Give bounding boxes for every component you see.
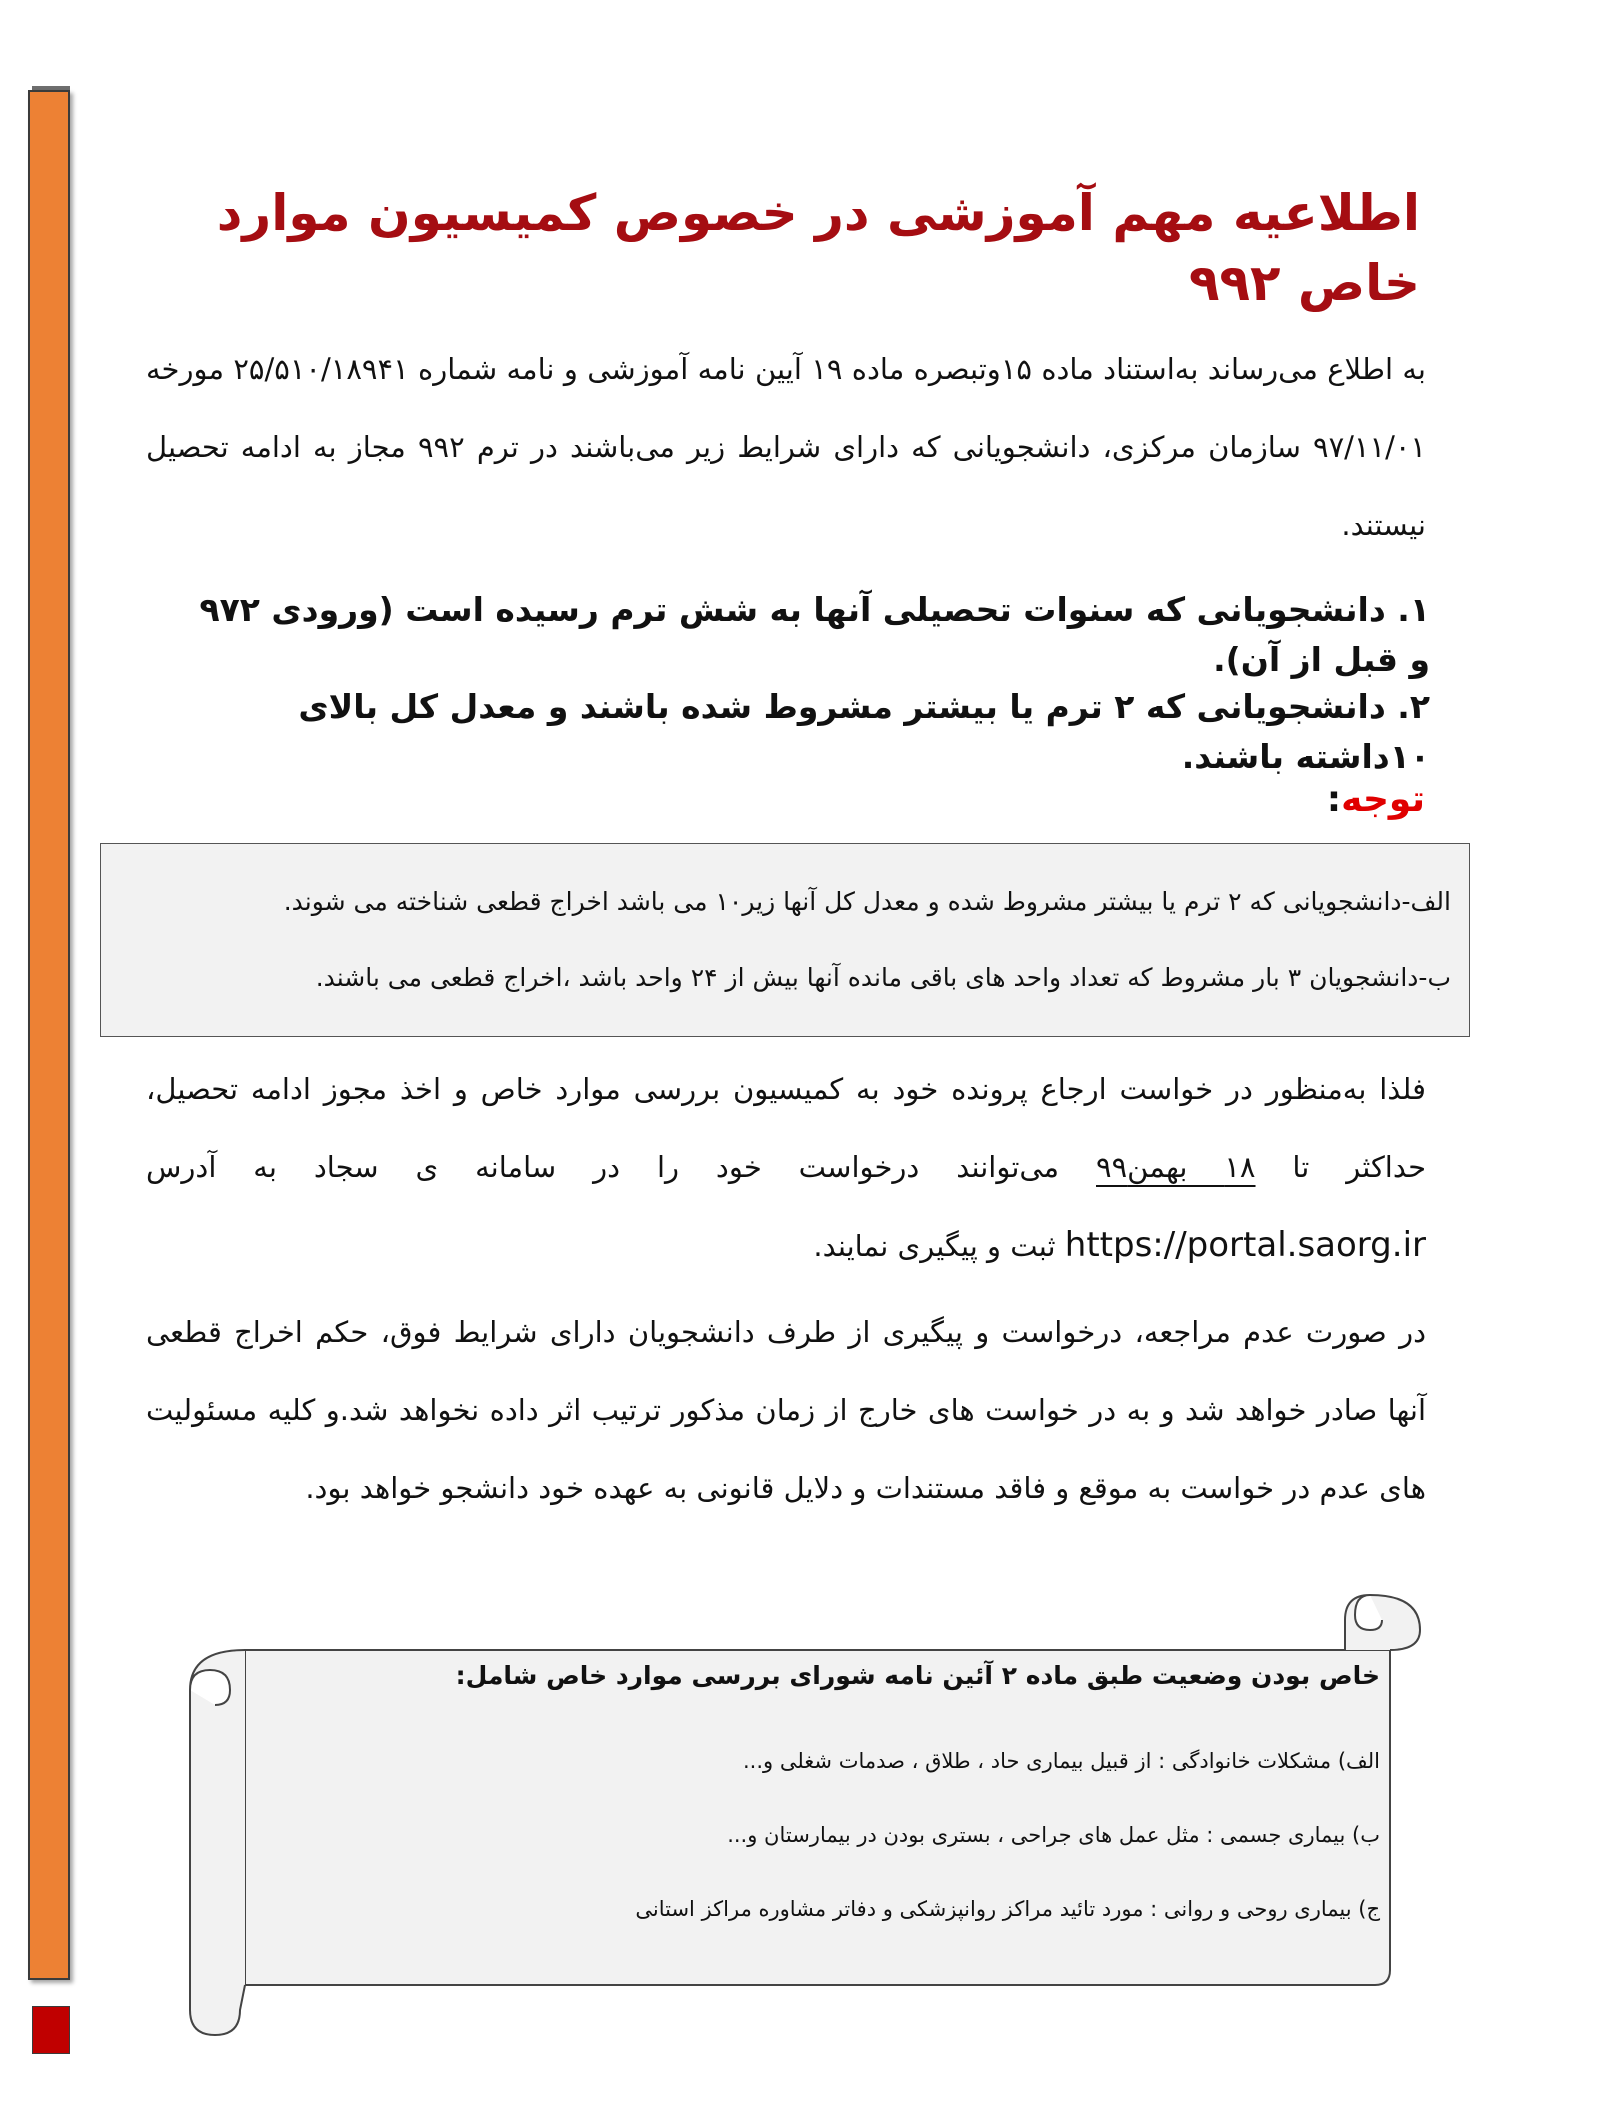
portal-url-link[interactable]: https://portal.saorg.ir — [1064, 1225, 1426, 1265]
note-box — [100, 843, 1470, 1037]
scroll-right-roll — [1345, 1595, 1420, 1650]
page-title: اطلاعیه مهم آموزشی در خصوص کمیسیون موارد خاص ۹۹۲ — [216, 184, 1420, 312]
request-paragraph — [146, 1050, 1426, 1285]
condition-2: ۲. دانشجویانی که ۲ ترم یا بیشتر مشروط شده باشند و معدل کل بالای ۱۰داشته باشند. — [298, 687, 1430, 776]
request-text-start: فلذا به‌منظور در خواست ارجاع پرونده خود به کمیسیون بررسی موارد خاص و اخذ مجوز ادامه تحصیل، حداکثر تا — [146, 1072, 1427, 1184]
scroll-item-mental: ج) بیماری روحی و روانی : مورد تائید مراکز روانپزشکی و دفاتر مشاوره مراکز استانی — [635, 1897, 1380, 1921]
scroll-heading — [240, 1656, 1380, 1696]
note-item-alef: الف-دانشجویانی که ۲ ترم یا بیشتر مشروط شده و معدل کل آنها زیر۱۰ می باشد اخراج قطعی شناخته می شوند. — [283, 887, 1451, 916]
scroll-content — [240, 1656, 1380, 1946]
scroll-item-physical: ب) بیماری جسمی : مثل عمل های جراحی ، بستری بودن در بیمارستان و... — [727, 1823, 1380, 1847]
condition-1: ۱. دانشجویانی که سنوات تحصیلی آنها به شش ترم رسیده است (ورودی ۹۷۲ و قبل از آن). — [199, 590, 1430, 679]
note-heading-colon: : — [1326, 779, 1342, 820]
intro-paragraph: به اطلاع می‌رساند به‌استناد ماده ۱۵وتبصره ماده ۱۹ آیین نامه آموزشی و نامه شماره ۲۵/۵۱۰/۱۸۹۴۱ مورخه ۹۷/۱۱/۰۱ سازمان مرکزی، دانشجویانی که دارای شرایط زیر می‌باشند در ترم ۹۹۲ مجاز به ادامه تحصیل نیستند. — [146, 352, 1426, 542]
scroll-item-family: الف) مشکلات خانوادگی : از قبیل بیماری حاد ، طلاق ، صدمات شغلی و... — [743, 1749, 1380, 1773]
warning-paragraph: در صورت عدم مراجعه، درخواست و پیگیری از طرف دانشجویان دارای شرایط فوق، حکم اخراج قطعی آنها صادر خواهد شد و به در خواست های خارج از زمان مذکور ترتیب اثر داده نخواهد شد.و کلیه مسئولیت های عدم در خواست به موقع و فاقد مستندات و دلایل قانونی به عهده خود دانشجو خواهد بود. — [146, 1315, 1426, 1505]
note-item-be: ب-دانشجویان ۳ بار مشروط که تعداد واحد های باقی مانده آنها بیش از ۲۴ واحد باشد ،اخراج قطعی می باشند. — [315, 963, 1451, 992]
red-corner-square — [32, 2006, 70, 2054]
note-heading-text: توجه — [1341, 779, 1425, 820]
scroll-heading-colon: : — [455, 1661, 466, 1690]
scroll-heading-text: خاص بودن وضعیت طبق ماده ۲ آئین نامه شورای بررسی موارد خاص شامل — [465, 1661, 1380, 1690]
scroll-left-roll — [190, 1650, 245, 2035]
note-heading — [1327, 775, 1425, 825]
request-text-end: ثبت و پیگیری نمایند. — [813, 1229, 1065, 1263]
deadline-date: ۱۸ بهمن۹۹ — [1096, 1150, 1256, 1184]
orange-side-bar — [28, 90, 70, 1980]
request-text-middle: می‌توانند درخواست خود را در سامانه ی سجاد به آدرس — [146, 1150, 1096, 1184]
